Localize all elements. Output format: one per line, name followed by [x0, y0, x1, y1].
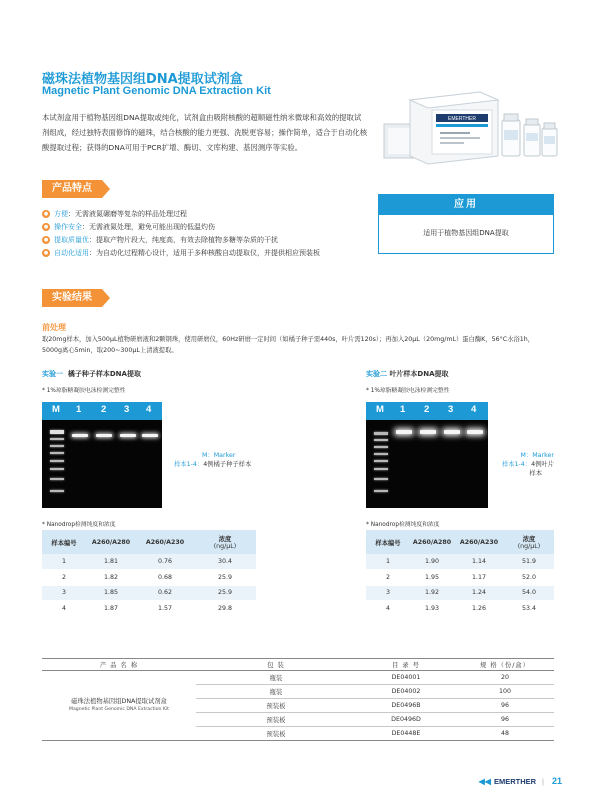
ladder-band	[50, 460, 64, 462]
exp2-name: 叶片样本DNA提取	[389, 370, 449, 378]
cell: 0.62	[136, 585, 194, 601]
cell: 预装板	[196, 699, 356, 713]
dna-band	[396, 430, 412, 434]
dna-band	[420, 430, 436, 434]
ladder-band	[50, 452, 64, 454]
feature-item	[42, 247, 368, 260]
lane-label: 2	[424, 404, 430, 415]
lane-label: 3	[124, 404, 130, 415]
page-footer	[479, 776, 562, 786]
application-box	[378, 194, 554, 254]
feature-text: ：为自动化过程精心设计，适用于多种核酸自动提取仪，并提供相应预装板	[89, 249, 320, 257]
ladder-band	[50, 490, 64, 492]
cell: 1	[366, 554, 410, 570]
pretreat-text: 取20mg样本，加入500µL植物研磨液和2颗钢珠，使用研磨仪，60Hz研磨一定时间（如橘子种子需440s，叶片需120s）；再加入20µL（20mg/mL）蛋白酶K，56°C水浴1h，5000g离心5min，取200~300µL上清液提取。	[42, 336, 535, 354]
ladder-band	[374, 490, 388, 492]
ladder-band	[50, 438, 64, 440]
intro-paragraph: 本试剂盒用于植物基因组DNA提取或纯化，试剂盒由吸附核酸的超顺磁性纳米微球和高效的提取试剂组成，经过独特表面修饰的磁珠，结合核酸的能力更强、洗脱更容易；操作简单，适合于自动化核酸提取过程；获得的DNA可用于PCR扩增、酶切、文库构建、基因测序等实验。	[42, 113, 368, 152]
pretreat-title: 前处理	[42, 323, 66, 332]
bullet-icon: ●	[43, 211, 49, 217]
cell: 30.4	[194, 554, 256, 570]
bullet-icon: ●	[43, 224, 49, 230]
lane-label: 3	[448, 404, 454, 415]
cell: 25.9	[194, 585, 256, 601]
col-header-conc: 浓度	[522, 536, 536, 543]
legend-marker: M：Marker	[202, 452, 236, 459]
col-header-unit: (ng/µL)	[213, 543, 237, 550]
cell: 96	[456, 699, 554, 713]
application-text: 适用于植物基因组DNA提取	[423, 229, 509, 237]
feature-key: 方便	[54, 210, 68, 218]
feature-text: ：无需液氮碾磨等复杂的样品处理过程	[68, 210, 187, 218]
dna-band	[142, 434, 158, 437]
feature-key: 操作安全	[54, 223, 82, 231]
cell: 53.4	[504, 601, 554, 617]
exp1-gel-image	[42, 402, 162, 508]
exp2-gel-note: * 1%琼脂糖凝胶电泳检测完整性	[366, 388, 450, 394]
feature-key: 自动化适用	[54, 249, 89, 257]
lane-label: M	[52, 404, 60, 415]
cell: 1	[42, 554, 86, 570]
exp2-gel-legend	[494, 451, 554, 478]
cell: 1.92	[410, 585, 454, 601]
exp1-table-note: * Nanodrop检测纯度和浓度	[42, 522, 116, 528]
cell: 25.9	[194, 570, 256, 586]
cell: 4	[42, 601, 86, 617]
feature-item	[42, 208, 368, 221]
cell: 1.81	[86, 554, 136, 570]
cell: DE04002	[356, 685, 456, 699]
cell: 预装板	[196, 727, 356, 741]
ladder-band	[50, 478, 64, 480]
ladder-band	[374, 439, 388, 441]
legend-sample-value-2: 样本	[529, 470, 542, 477]
exp1-title	[42, 369, 141, 379]
feature-item	[42, 221, 368, 234]
footer-separator: |	[542, 777, 544, 786]
product-name-en: Magnetic Plant Genomic DNA Extraction Kit	[69, 706, 169, 712]
ladder-band	[50, 445, 64, 447]
page-subtitle: Magnetic Plant Genomic DNA Extraction Kit	[42, 85, 271, 97]
lane-label: 1	[400, 404, 406, 415]
exp2-data-table	[366, 530, 554, 617]
col-header	[194, 530, 256, 554]
table-row	[366, 570, 554, 586]
cell: DE0496B	[356, 699, 456, 713]
lane-label: M	[376, 404, 384, 415]
exp1-name: 橘子种子样本DNA提取	[67, 370, 141, 378]
cell: DE0496D	[356, 713, 456, 727]
feature-key: 提取质量优	[54, 236, 89, 244]
bullet-icon: ●	[43, 250, 49, 256]
cell: 29.8	[194, 601, 256, 617]
cell: 瓶装	[196, 671, 356, 685]
feature-item	[42, 234, 368, 247]
cell: 1.24	[454, 585, 504, 601]
feature-text: ：无需液氮处理，避免可能出现的低温灼伤	[82, 223, 215, 231]
ladder-band	[374, 453, 388, 455]
features-heading: 产品特点	[42, 180, 102, 198]
col-header: A260/A230	[454, 530, 504, 554]
col-header: 样本编号	[366, 530, 410, 554]
dna-band	[96, 434, 112, 437]
cell: 1.93	[410, 601, 454, 617]
cell: 1.26	[454, 601, 504, 617]
cell: 1.95	[410, 570, 454, 586]
cell: 96	[456, 713, 554, 727]
feature-text: ：提取产物片段大，纯度高，有效去除植物多糖等杂质的干扰	[89, 236, 278, 244]
cell: 100	[456, 685, 554, 699]
cell: 1.85	[86, 585, 136, 601]
col-header: A260/A280	[410, 530, 454, 554]
exp1-lane-header	[42, 402, 162, 420]
exp1-data-table	[42, 530, 256, 617]
exp2-title	[366, 369, 449, 379]
col-header: A260/A230	[136, 530, 194, 554]
ladder-band	[374, 432, 388, 435]
col-header-conc: 浓度	[218, 536, 232, 543]
cell: 51.9	[504, 554, 554, 570]
col-header: 目 录 号	[356, 659, 456, 671]
table-row	[366, 554, 554, 570]
ordering-table	[42, 658, 554, 741]
dna-band	[467, 430, 483, 434]
table-row	[42, 601, 256, 617]
cell: 52.0	[504, 570, 554, 586]
exp1-label: 实验一	[42, 370, 63, 378]
legend-sample-value: 4例橘子种子样本	[203, 461, 252, 468]
dna-band	[444, 430, 460, 434]
cell: 瓶装	[196, 685, 356, 699]
cell: DE04001	[356, 671, 456, 685]
lane-label: 1	[76, 404, 82, 415]
lane-label: 4	[471, 404, 477, 415]
lane-label: 4	[146, 404, 152, 415]
table-row	[366, 585, 554, 601]
cell: 20	[456, 671, 554, 685]
dna-band	[72, 434, 88, 437]
application-heading: 应用	[379, 195, 553, 215]
double-arrow-icon: ◀◀	[478, 777, 491, 786]
cell: 2	[366, 570, 410, 586]
col-header: 包 装	[196, 659, 356, 671]
exp2-label: 实验二	[366, 370, 387, 378]
results-heading: 实验结果	[42, 289, 102, 307]
cell: 1.82	[86, 570, 136, 586]
cell: 1.17	[454, 570, 504, 586]
page-title: 磁珠法植物基因组DNA提取试剂盒	[42, 72, 243, 87]
ladder-band	[374, 446, 388, 448]
footer-brand: EMERTHER	[493, 777, 537, 786]
dna-band	[120, 434, 136, 437]
exp2-lane-header	[366, 402, 488, 420]
page-number: 21	[551, 776, 562, 786]
table-row	[366, 601, 554, 617]
cell: 1.14	[454, 554, 504, 570]
table-row	[42, 570, 256, 586]
legend-sample-key: 样本1-4：	[174, 461, 204, 468]
cell: 预装板	[196, 713, 356, 727]
cell: 54.0	[504, 585, 554, 601]
col-header: 产 品 名 称	[42, 659, 196, 671]
cell: 3	[366, 585, 410, 601]
legend-marker: M：Marker	[520, 452, 554, 459]
bullet-icon: ●	[43, 237, 49, 243]
lane-label: 2	[101, 404, 107, 415]
cell: 4	[366, 601, 410, 617]
ladder-band	[374, 468, 388, 470]
cell: 1.57	[136, 601, 194, 617]
cell: 2	[42, 570, 86, 586]
cell: 48	[456, 727, 554, 741]
legend-sample-value: 4例叶片	[531, 461, 554, 468]
legend-sample-key: 样本1-4：	[501, 461, 532, 468]
cell: DE0448E	[356, 727, 456, 741]
cell: 0.76	[136, 554, 194, 570]
brand-on-box: EMERTHER	[448, 116, 476, 122]
product-name-cn: 磁珠法植物基因组DNA提取试剂盒	[71, 697, 167, 705]
cell: 1.87	[86, 601, 136, 617]
ladder-band	[50, 430, 64, 434]
col-header	[504, 530, 554, 554]
col-header-unit: (ng/µL)	[517, 543, 541, 550]
exp1-gel-note: * 1%琼脂糖凝胶电泳检测完整性	[42, 388, 126, 394]
ladder-band	[374, 478, 388, 480]
exp2-gel-image	[366, 402, 488, 508]
features-list	[42, 208, 368, 260]
exp1-gel-legend	[174, 451, 251, 469]
col-header: A260/A280	[86, 530, 136, 554]
table-row	[42, 585, 256, 601]
cell: 0.68	[136, 570, 194, 586]
exp2-table-note: * Nanodrop检测纯度和浓度	[366, 522, 440, 528]
ladder-band	[50, 468, 64, 470]
cell: 3	[42, 585, 86, 601]
product-photo	[380, 86, 560, 166]
col-header: 规 格（份/盒）	[456, 659, 554, 671]
table-row	[42, 554, 256, 570]
cell: 1.90	[410, 554, 454, 570]
ladder-band	[374, 460, 388, 462]
table-row	[42, 671, 554, 685]
col-header: 样本编号	[42, 530, 86, 554]
product-name-cell	[42, 671, 196, 741]
